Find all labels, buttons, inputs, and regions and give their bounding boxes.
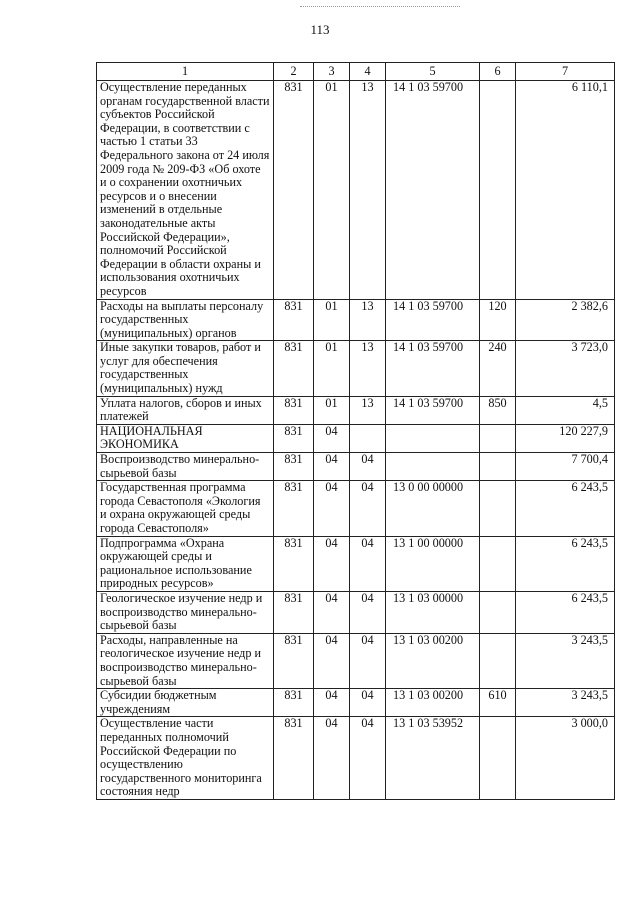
page-number: 113 xyxy=(310,22,330,37)
expense-type-cell xyxy=(480,424,516,452)
grbs-code-cell: 831 xyxy=(274,689,314,717)
section-code-cell: 04 xyxy=(314,633,350,688)
grbs-code-cell: 831 xyxy=(274,633,314,688)
section-code-cell: 04 xyxy=(314,453,350,481)
section-code-cell: 04 xyxy=(314,424,350,452)
target-article-cell: 14 1 03 59700 xyxy=(386,341,480,396)
grbs-code-cell: 831 xyxy=(274,717,314,800)
table-row xyxy=(97,591,615,633)
expense-name-cell: Уплата налогов, сборов и иных платежей xyxy=(97,396,274,424)
amount-cell: 3 243,5 xyxy=(516,689,615,717)
header-cell: 4 xyxy=(350,63,386,81)
amount-cell: 3 723,0 xyxy=(516,341,615,396)
expense-type-cell xyxy=(480,481,516,536)
table-row xyxy=(97,689,615,717)
target-article-cell: 14 1 03 59700 xyxy=(386,299,480,341)
amount-cell: 120 227,9 xyxy=(516,424,615,452)
expense-type-cell xyxy=(480,717,516,800)
amount-cell: 3 243,5 xyxy=(516,633,615,688)
target-article-cell xyxy=(386,424,480,452)
grbs-code-cell: 831 xyxy=(274,481,314,536)
expense-name-cell: Иные закупки товаров, работ и услуг для обеспечения государственных (муниципальных) нужд xyxy=(97,341,274,396)
subsection-code-cell: 04 xyxy=(350,717,386,800)
section-code-cell: 01 xyxy=(314,341,350,396)
amount-cell: 6 243,5 xyxy=(516,536,615,591)
expense-name-cell: Осуществление переданных органам государственной власти субъектов Российской Федерации, в соответствии с частью 1 статьи 33 Федерального закона от 24 июля 2009 года № 209-ФЗ «Об охоте и о сохранении охотничьих ресурсов и о внесении изменений в отдельные законодательные акты Российской Федерации», полномочий Российской Федерации в области охраны и использования охотничьих ресурсов xyxy=(97,81,274,300)
expense-type-cell xyxy=(480,633,516,688)
expense-name-cell: Расходы на выплаты персоналу государственных (муниципальных) органов xyxy=(97,299,274,341)
grbs-code-cell: 831 xyxy=(274,424,314,452)
expense-name-cell: Расходы, направленные на геологическое изучение недр и воспроизводство минерально-сырьевой базы xyxy=(97,633,274,688)
subsection-code-cell: 04 xyxy=(350,536,386,591)
table-row xyxy=(97,396,615,424)
section-code-cell: 04 xyxy=(314,591,350,633)
expense-name-cell: Подпрограмма «Охрана окружающей среды и рациональное использование природных ресурсов» xyxy=(97,536,274,591)
target-article-cell: 14 1 03 59700 xyxy=(386,81,480,300)
section-code-cell: 04 xyxy=(314,689,350,717)
grbs-code-cell: 831 xyxy=(274,453,314,481)
grbs-code-cell: 831 xyxy=(274,396,314,424)
table-row xyxy=(97,299,615,341)
expense-name-cell: Субсидии бюджетным учреждениям xyxy=(97,689,274,717)
section-code-cell: 04 xyxy=(314,536,350,591)
expense-type-cell xyxy=(480,453,516,481)
amount-cell: 7 700,4 xyxy=(516,453,615,481)
section-code-cell: 01 xyxy=(314,81,350,300)
subsection-code-cell: 13 xyxy=(350,341,386,396)
expense-name-cell: Геологическое изучение недр и воспроизводство минерально-сырьевой базы xyxy=(97,591,274,633)
table-row xyxy=(97,81,615,300)
subsection-code-cell: 04 xyxy=(350,633,386,688)
header-cell: 7 xyxy=(516,63,615,81)
target-article-cell: 13 1 03 00200 xyxy=(386,633,480,688)
budget-table xyxy=(96,62,615,800)
subsection-code-cell: 13 xyxy=(350,299,386,341)
target-article-cell: 13 1 00 00000 xyxy=(386,536,480,591)
target-article-cell: 13 1 03 00000 xyxy=(386,591,480,633)
section-code-cell: 04 xyxy=(314,481,350,536)
amount-cell: 4,5 xyxy=(516,396,615,424)
target-article-cell xyxy=(386,453,480,481)
expense-name-cell: Осуществление части переданных полномочий Российской Федерации по осуществлению государственного мониторинга состояния недр xyxy=(97,717,274,800)
expense-name-cell: НАЦИОНАЛЬНАЯ ЭКОНОМИКА xyxy=(97,424,274,452)
grbs-code-cell: 831 xyxy=(274,341,314,396)
expense-type-cell xyxy=(480,536,516,591)
table-row xyxy=(97,633,615,688)
section-code-cell: 01 xyxy=(314,396,350,424)
subsection-code-cell: 04 xyxy=(350,481,386,536)
table-row xyxy=(97,536,615,591)
header-cell: 1 xyxy=(97,63,274,81)
grbs-code-cell: 831 xyxy=(274,81,314,300)
table-row xyxy=(97,481,615,536)
target-article-cell: 13 1 03 53952 xyxy=(386,717,480,800)
header-cell: 6 xyxy=(480,63,516,81)
amount-cell: 3 000,0 xyxy=(516,717,615,800)
grbs-code-cell: 831 xyxy=(274,299,314,341)
target-article-cell: 14 1 03 59700 xyxy=(386,396,480,424)
subsection-code-cell: 13 xyxy=(350,396,386,424)
grbs-code-cell: 831 xyxy=(274,536,314,591)
amount-cell: 6 243,5 xyxy=(516,591,615,633)
section-code-cell: 04 xyxy=(314,717,350,800)
expense-type-cell xyxy=(480,591,516,633)
expense-type-cell: 240 xyxy=(480,341,516,396)
subsection-code-cell: 13 xyxy=(350,81,386,300)
subsection-code-cell: 04 xyxy=(350,591,386,633)
table-row xyxy=(97,424,615,452)
subsection-code-cell: 04 xyxy=(350,453,386,481)
header-cell: 5 xyxy=(386,63,480,81)
section-code-cell: 01 xyxy=(314,299,350,341)
header-cell: 3 xyxy=(314,63,350,81)
expense-name-cell: Воспроизводство минерально-сырьевой базы xyxy=(97,453,274,481)
amount-cell: 6 110,1 xyxy=(516,81,615,300)
table-row xyxy=(97,453,615,481)
table-row xyxy=(97,717,615,800)
expense-name-cell: Государственная программа города Севастополя «Экология и охрана окружающей среды города Севастополя» xyxy=(97,481,274,536)
expense-type-cell: 850 xyxy=(480,396,516,424)
scan-edge-mark xyxy=(300,0,460,7)
subsection-code-cell xyxy=(350,424,386,452)
header-row xyxy=(97,63,615,81)
grbs-code-cell: 831 xyxy=(274,591,314,633)
header-cell: 2 xyxy=(274,63,314,81)
expense-type-cell xyxy=(480,81,516,300)
expense-type-cell: 610 xyxy=(480,689,516,717)
expense-type-cell: 120 xyxy=(480,299,516,341)
amount-cell: 2 382,6 xyxy=(516,299,615,341)
subsection-code-cell: 04 xyxy=(350,689,386,717)
target-article-cell: 13 1 03 00200 xyxy=(386,689,480,717)
table-row xyxy=(97,341,615,396)
amount-cell: 6 243,5 xyxy=(516,481,615,536)
target-article-cell: 13 0 00 00000 xyxy=(386,481,480,536)
